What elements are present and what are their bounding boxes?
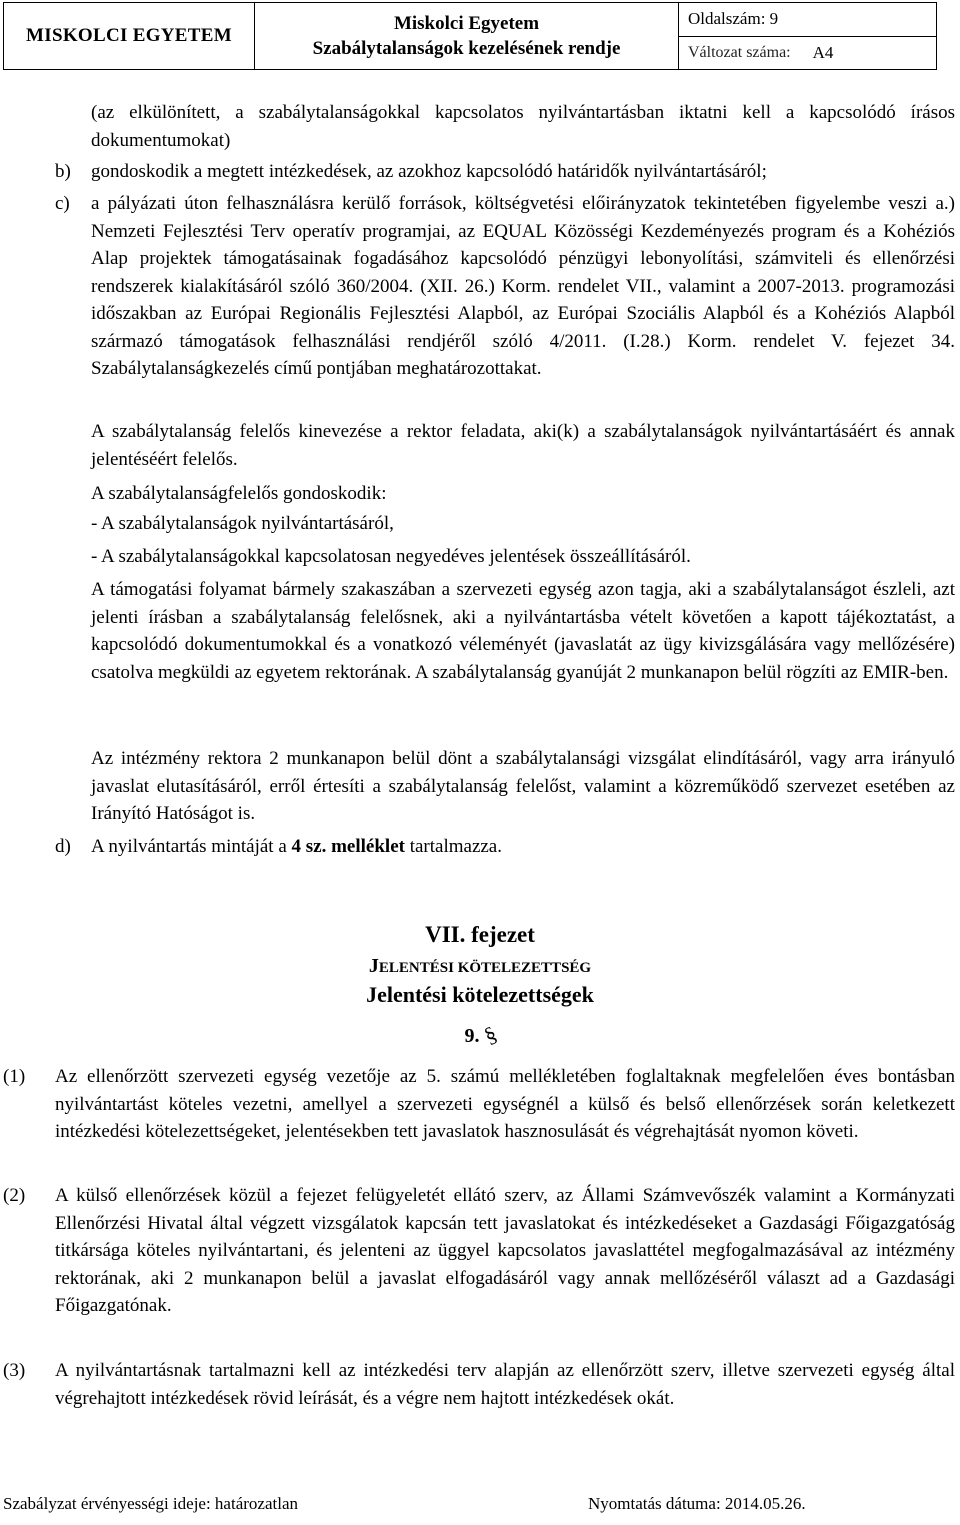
item-d-text-1: A nyilvántartás mintáját a — [91, 836, 292, 857]
item-c-text: a pályázati úton felhasználásra kerülő források, költségvetési előirányzatok tekintetében figyelembe veszi a.) Nemzeti Fejlesztési Terv operatív programjai, az EQUAL Közösségi Kezdeményezés program és a Kohéziós Alap projektek támogatásainak fogadásához kapcsolódó pénzügyi lebonyolítási, számviteli és ellenőrzési rendszerek kialakításáról szóló 360/2004. (XII. 26.) Korm. rendelet VII., valamint a 2007-2013. programozási időszakban az Európai Regionális Fejlesztési Alapból, az Európai Szociális Alapból és a Kohéziós Alapból származó támogatások felhasználási rendjéről szóló 4/2011. (I.28.) Korm. rendelet V. fejezet 34. Szabálytalanságkezelés című pontjában meghatározottakat. — [91, 193, 955, 379]
paragraph-2-label: (2) — [3, 1185, 26, 1206]
section-number-value: 9. — [464, 1025, 480, 1047]
item-b-label: b) — [55, 161, 71, 182]
chapter-subtitle: Jelentési kötelezettségek — [366, 982, 594, 1007]
duty-item-2: - A szabálytalanságokkal kapcsolatosan negyedéves jelentések összeállításáról. — [91, 546, 691, 567]
item-c-label: c) — [55, 193, 70, 214]
responsible-paragraph: A szabálytalanság felelős kinevezése a rektor feladata, aki(k) a szabálytalanságok nyilvántartásáért és annak jelentéséért felelős. — [91, 421, 955, 470]
version-label: Változat száma: — [688, 43, 791, 61]
section-sign: § — [479, 1020, 501, 1049]
rector-paragraph: Az intézmény rektora 2 munkanapon belül dönt a szabálytalansági vizsgálat elindításáról, vagy arra irányuló javaslat elutasításáról, erről értesíti a szabálytalanság felelőst, valamint a közreműködő szervezet esetében az Irányító Hatóságot is. — [91, 748, 955, 824]
section-number — [0, 1022, 960, 1048]
duty-item-1: - A szabálytalanságok nyilvántartásáról, — [91, 513, 394, 534]
item-b-text: gondoskodik a megtett intézkedések, az azokhoz kapcsolódó határidők nyilvántartásáról; — [91, 161, 767, 182]
item-d-label: d) — [55, 836, 71, 857]
paragraph-1-text: Az ellenőrzött szervezeti egység vezetője az 5. számú mellékletében foglaltaknak megfelelően éves bontásban nyilvántartást köteles vezetni, amellyel a szervezeti egységnél a külső és belső ellenőrzések során keletkezett intézkedési kötelezettségeket, jelentésekben tett javaslatok hasznosulását és végrehajtását nyomon követi. — [55, 1066, 955, 1142]
page-number: Oldalszám: 9 — [679, 3, 936, 37]
university-name: MISKOLCI EGYETEM — [4, 3, 255, 69]
document-header — [3, 2, 937, 70]
intro-paragraph: (az elkülönített, a szabálytalanságokkal kapcsolatos nyilvántartásban iktatni kell a kapcsolódó írásos dokumentumokat) — [91, 102, 955, 151]
chapter-number: VII. fejezet — [425, 922, 535, 947]
page-info — [679, 3, 936, 69]
chapter-title — [0, 955, 960, 978]
chapter-title-rest: ELENTÉSI KÖTELEZETTSÉG — [378, 960, 592, 976]
item-d-bold: 4 sz. melléklet — [291, 836, 405, 857]
document-title-block — [255, 3, 679, 69]
footer-validity: Szabályzat érvényességi ideje: határozatlan — [3, 1494, 298, 1513]
chapter-title-initial: J — [368, 955, 379, 977]
paragraph-3-text: A nyilvántartásnak tartalmazni kell az intézkedési terv alapján az ellenőrzött szerv, illetve szervezeti egység által végrehajtott intézkedések rövid leírását, és a végre nem hajtott intézkedések okát. — [55, 1360, 955, 1409]
paragraph-3-label: (3) — [3, 1360, 26, 1381]
paragraph-2-text: A külső ellenőrzések közül a fejezet felügyeletét ellátó szerv, az Állami Számvevőszék valamint a Kormányzati Ellenőrzési Hivatal által végzett vizsgálatok kapcsán tett javaslatokat és intézkedéseket a Gazdasági Főigazgatóság titkársága köteles nyilvántartani, és jelenteni az üggyel kapcsolatos javaslattétel megfogalmazásával az intézmény rektorának, aki 2 munkanapon belül a javaslat elfogadásáról vagy annak mellőzéséről választ ad a Gazdasági Főigazgatónak. — [55, 1185, 955, 1316]
version-row — [679, 37, 936, 70]
document-title-2: Szabálytalanságok kezelésének rendje — [312, 38, 621, 59]
item-d-text — [91, 833, 502, 861]
item-d-text-2: tartalmazza. — [404, 836, 502, 857]
paragraph-1-label: (1) — [3, 1066, 26, 1087]
duties-heading: A szabálytalanságfelelős gondoskodik: — [91, 483, 387, 504]
document-title-1: Miskolci Egyetem — [393, 13, 540, 34]
footer-print-date: Nyomtatás dátuma: 2014.05.26. — [588, 1494, 806, 1513]
version-value: A4 — [812, 42, 834, 62]
support-paragraph: A támogatási folyamat bármely szakaszában a szervezeti egység azon tagja, aki a szabálytalanságot észleli, azt jelenti írásban a szabálytalanság felelősnek, aki a nyilvántartásba vételt követően a kapott tájékoztatást, a kapcsolódó dokumentumokkal és a vonatkozó véleményét (javaslatát az ügy kivizsgálására vagy mellőzésére) csatolva megküldi az egyetem rektorának. A szabálytalanság gyanúját 2 munkanapon belül rögzíti az EMIR-ben. — [91, 579, 955, 683]
